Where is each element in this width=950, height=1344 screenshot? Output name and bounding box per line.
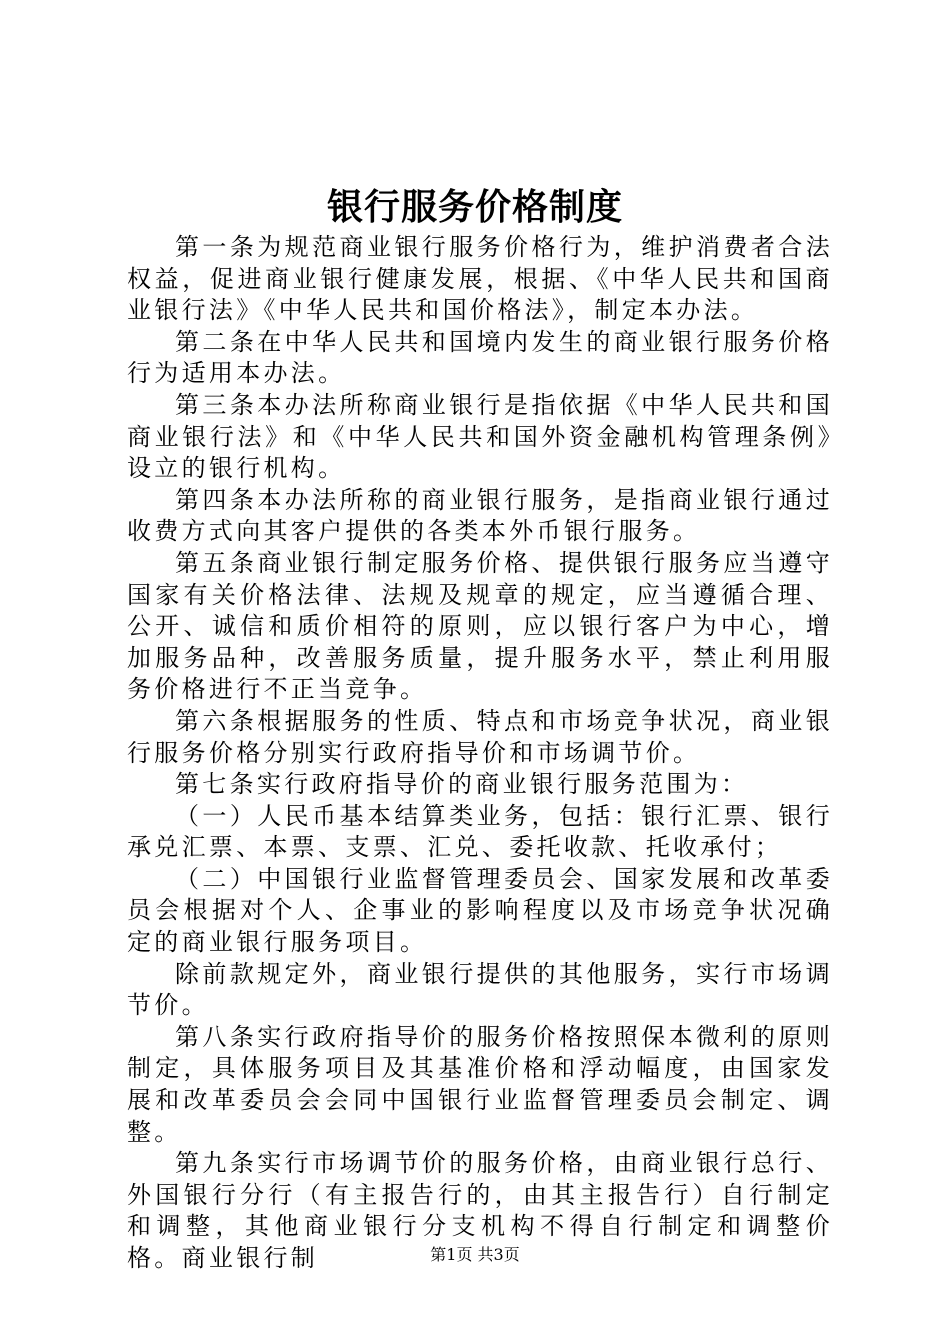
- paragraph-article-7-item-1: （一）人民币基本结算类业务，包括：银行汇票、银行承兑汇票、本票、支票、汇兑、委托收款、托收承付；: [127, 801, 833, 862]
- page-footer: 第1页 共3页: [430, 1245, 520, 1264]
- paragraph-article-6: 第六条根据服务的性质、特点和市场竞争状况，商业银行服务价格分别实行政府指导价和市场调节价。: [127, 706, 833, 767]
- paragraph-article-3: 第三条本办法所称商业银行是指依据《中华人民共和国商业银行法》和《中华人民共和国外资金融机构管理条例》设立的银行机构。: [127, 390, 833, 483]
- paragraph-article-5: 第五条商业银行制定服务价格、提供银行服务应当遵守国家有关价格法律、法规及规章的规定，应当遵循合理、公开、诚信和质价相符的原则，应以银行客户为中心，增加服务品种，改善服务质量，提升服务水平，禁止利用服务价格进行不正当竞争。: [127, 548, 833, 704]
- paragraph-article-8: 第八条实行政府指导价的服务价格按照保本微利的原则制定，具体服务项目及其基准价格和浮动幅度，由国家发展和改革委员会会同中国银行业监督管理委员会制定、调整。: [127, 1022, 833, 1146]
- paragraph-article-7: 第七条实行政府指导价的商业银行服务范围为：: [175, 770, 749, 799]
- document-body: [127, 232, 833, 1275]
- paragraph-article-1: 第一条为规范商业银行服务价格行为，维护消费者合法权益，促进商业银行健康发展，根据、《中华人民共和国商业银行法》《中华人民共和国价格法》，制定本办法。: [127, 233, 833, 325]
- document-title: 银行服务价格制度: [326, 186, 623, 228]
- paragraph-article-9: 第九条实行市场调节价的服务价格，由商业银行总行、外国银行分行（有主报告行的，由其主报告行）自行制定和调整，其他商业银行分支机构不得自行制定和调整价格。商业银行制: [127, 1149, 833, 1272]
- paragraph-article-7-note: 除前款规定外，商业银行提供的其他服务，实行市场调节价。: [127, 959, 833, 1020]
- paragraph-article-2: 第二条在中华人民共和国境内发生的商业银行服务价格行为适用本办法。: [127, 327, 833, 388]
- paragraph-article-4: 第四条本办法所称的商业银行服务，是指商业银行通过收费方式向其客户提供的各类本外币银行服务。: [127, 485, 833, 546]
- paragraph-article-7-item-2: （二）中国银行业监督管理委员会、国家发展和改革委员会根据对个人、企事业的影响程度以及市场竞争状况确定的商业银行服务项目。: [127, 864, 833, 957]
